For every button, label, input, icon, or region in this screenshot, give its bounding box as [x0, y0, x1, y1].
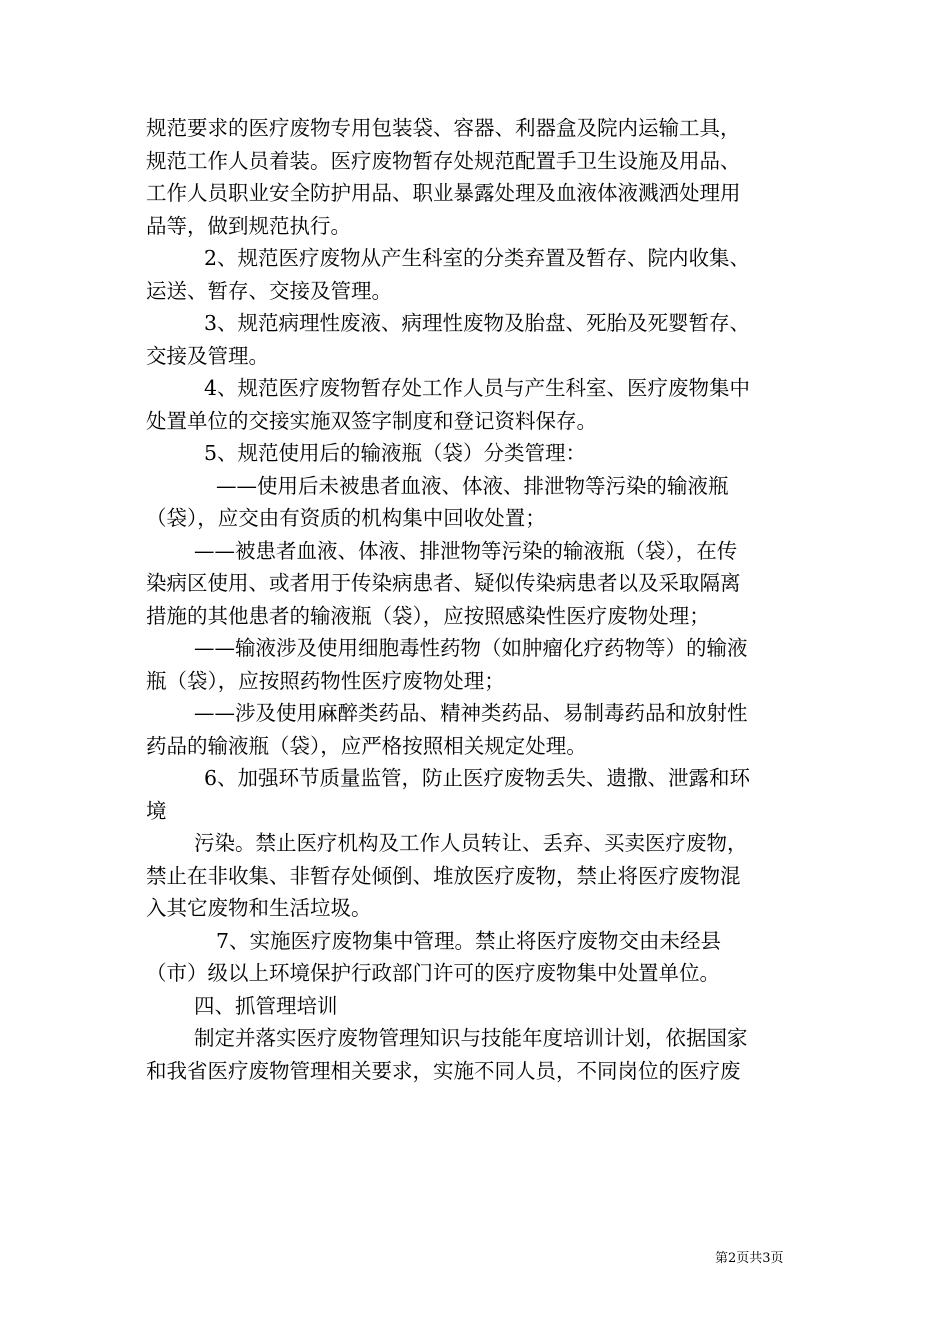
- text-line: 瓶（袋），应按照药物性医疗废物处理；: [146, 668, 505, 693]
- text-line: 品等，做到规范执行。: [146, 213, 351, 238]
- text-line: 运送、暂存、交接及管理。: [146, 278, 392, 303]
- text-line: ——涉及使用麻醉类药品、精神类药品、易制毒药品和放射性: [194, 701, 748, 725]
- text-line: ——使用后未被患者血液、体液、排泄物等污染的输液瓶: [216, 473, 729, 498]
- text-line: 入其它废物和生活垃圾。: [146, 896, 372, 920]
- text-line: 境: [146, 798, 167, 823]
- document-body: [146, 112, 806, 1087]
- text-line: ——输液涉及使用细胞毒性药物（如肿瘤化疗药物等）的输液: [194, 636, 748, 660]
- text-line: 污染。禁止医疗机构及工作人员转让、丢弃、买卖医疗废物，: [194, 831, 748, 855]
- text-line: 6、加强环节质量监管，防止医疗废物丢失、遗撒、泄露和环: [204, 766, 751, 790]
- text-line: 2、规范医疗废物从产生科室的分类弃置及暂存、院内收集、: [204, 246, 751, 270]
- text-line: 药品的输液瓶（袋），应严格按照相关规定处理。: [146, 733, 587, 758]
- text-line: 染病区使用、或者用于传染病患者、疑似传染病患者以及采取隔离: [146, 571, 741, 595]
- text-line: （袋），应交由有资质的机构集中回收处置；: [146, 506, 546, 530]
- text-line: 工作人员职业安全防护用品、职业暴露处理及血液体液溅洒处理用: [146, 181, 741, 205]
- text-line: 制定并落实医疗废物管理知识与技能年度培训计划，依据国家: [194, 1026, 748, 1050]
- text-line: 交接及管理。: [146, 343, 269, 368]
- text-line: （市）级以上环境保护行政部门许可的医疗废物集中处置单位。: [146, 961, 720, 985]
- text-line: 4、规范医疗废物暂存处工作人员与产生科室、医疗废物集中: [204, 376, 751, 400]
- text-line: 7、实施医疗废物集中管理。禁止将医疗废物交由未经县: [216, 928, 722, 953]
- page-number: 第2页共3页: [715, 1251, 784, 1266]
- text-line: 处置单位的交接实施双签字制度和登记资料保存。: [146, 408, 597, 433]
- text-line: ——被患者血液、体液、排泄物等污染的输液瓶（袋），在传: [194, 538, 738, 563]
- section-heading: 四、抓管理培训: [194, 993, 338, 1018]
- text-line: 和我省医疗废物管理相关要求，实施不同人员，不同岗位的医疗废: [146, 1058, 741, 1083]
- text-line: 规范要求的医疗废物专用包装袋、容器、利器盒及院内运输工具，: [146, 116, 741, 140]
- text-line: 规范工作人员着装。医疗废物暂存处规范配置手卫生设施及用品、: [146, 148, 741, 173]
- text-line: 措施的其他患者的输液瓶（袋），应按照感染性医疗废物处理；: [146, 603, 710, 628]
- text-line: 3、规范病理性废液、病理性废物及胎盘、死胎及死婴暂存、: [204, 311, 751, 335]
- text-line: 禁止在非收集、非暂存处倾倒、堆放医疗废物，禁止将医疗废物混: [146, 863, 741, 888]
- text-line: 5、规范使用后的输液瓶（袋）分类管理：: [204, 441, 587, 465]
